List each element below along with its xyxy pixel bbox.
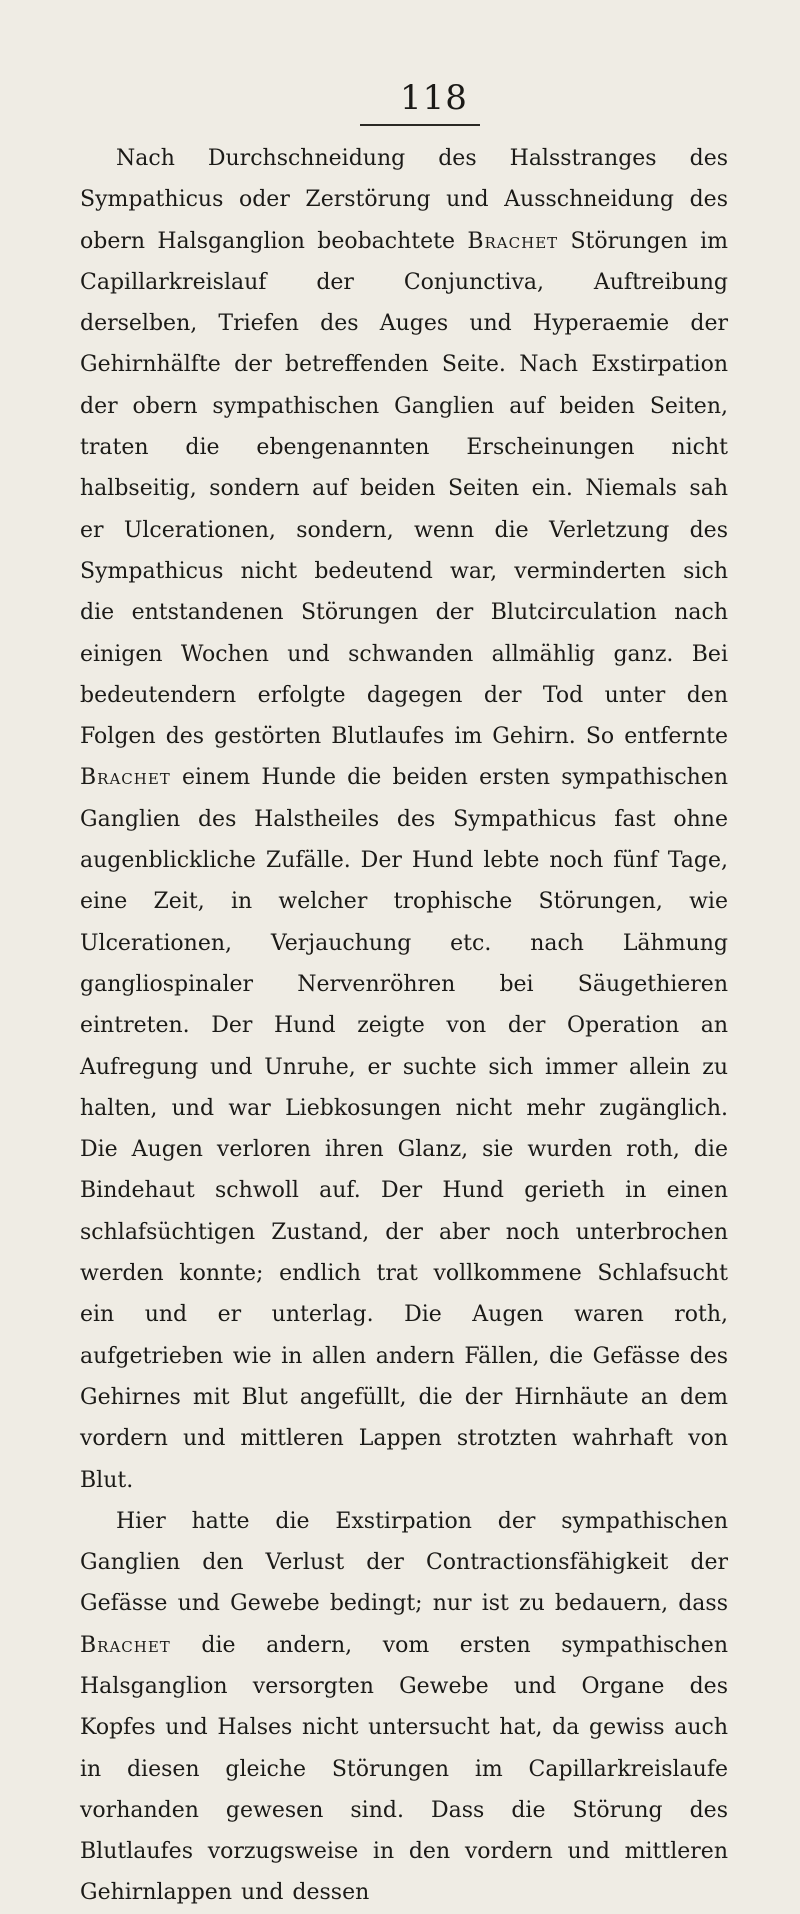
text-segment: Nach Durchschneidung des Halsstranges des Sympathicus oder Zerstörung und Ausschneidung des obern Halsganglion beobachtete <box>80 146 728 254</box>
text-segment: die andern, vom ersten sympathischen Halsganglion versorgten Gewebe und Organe des Kopfes und Halses nicht untersucht hat, da gewiss auch in diesen gleiche Störungen im Capillarkreislaufe vorhanden gewesen sind. Dass die Störung des Blutlaufes vorzugsweise in den vordern und mittleren Gehirnlappen und dessen <box>80 1632 728 1906</box>
text-segment: Störungen im Capillarkreislauf der Conjunctiva, Auftreibung derselben, Triefen des Auges und Hyperaemie der Gehirnhälfte der betreffenden Seite. Nach Exstirpation der obern sympathischen Ganglien auf beiden Seiten, traten die ebengenannten Erscheinungen nicht halbseitig, sondern auf beiden Seiten ein. Niemals sah er Ulcerationen, sondern, wenn die Verletzung des Sympathicus nicht bedeutend war, verminderten sich die entstandenen Störungen der Blutcirculation nach einigen Wochen und schwanden allmählig ganz. Bei bedeutendern erfolgte dagegen der Tod unter den Folgen des gestörten Blutlaufes im Gehirn. So entfernte <box>80 228 728 750</box>
page-header <box>80 0 728 140</box>
body-text <box>80 138 728 1914</box>
text-segment: Hier hatte die Exstirpation der sympathischen Ganglien den Verlust der Contractionsfähigkeit der Gefässe und Gewebe bedingt; nur ist zu bedauern, dass <box>80 1508 728 1617</box>
header-rule <box>360 124 480 126</box>
page-number: 118 <box>400 78 468 118</box>
author-name: Brachet <box>80 1632 171 1658</box>
author-name: Brachet <box>80 765 171 791</box>
text-segment: einem Hunde die beiden ersten sympathischen Ganglien des Halstheiles des Sympathicus fast ohne augenblickliche Zufälle. Der Hund lebte noch fünf Tage, eine Zeit, in welcher trophische Störungen, wie Ulcerationen, Verjauchung etc. nach Lähmung gangliospinaler Nervenröhren bei Säugethieren eintreten. Der Hund zeigte von der Operation an Aufregung und Unruhe, er suchte sich immer allein zu halten, und war Liebkosungen nicht mehr zugänglich. Die Augen verloren ihren Glanz, sie wurden roth, die Bindehaut schwoll auf. Der Hund gerieth in einen schlafsüchtigen Zustand, der aber noch unterbrochen werden konnte; endlich trat vollkommene Schlafsucht ein und er unterlag. Die Augen waren roth, aufgetrieben wie in allen andern Fällen, die Gefässe des Gehirnes mit Blut angefüllt, die der Hirnhäute an dem vordern und mittleren Lappen strotzten wahrhaft von Blut. <box>80 765 728 1493</box>
paragraph-1 <box>80 138 728 1501</box>
paragraph-2 <box>80 1501 728 1914</box>
author-name: Brachet <box>467 228 559 254</box>
